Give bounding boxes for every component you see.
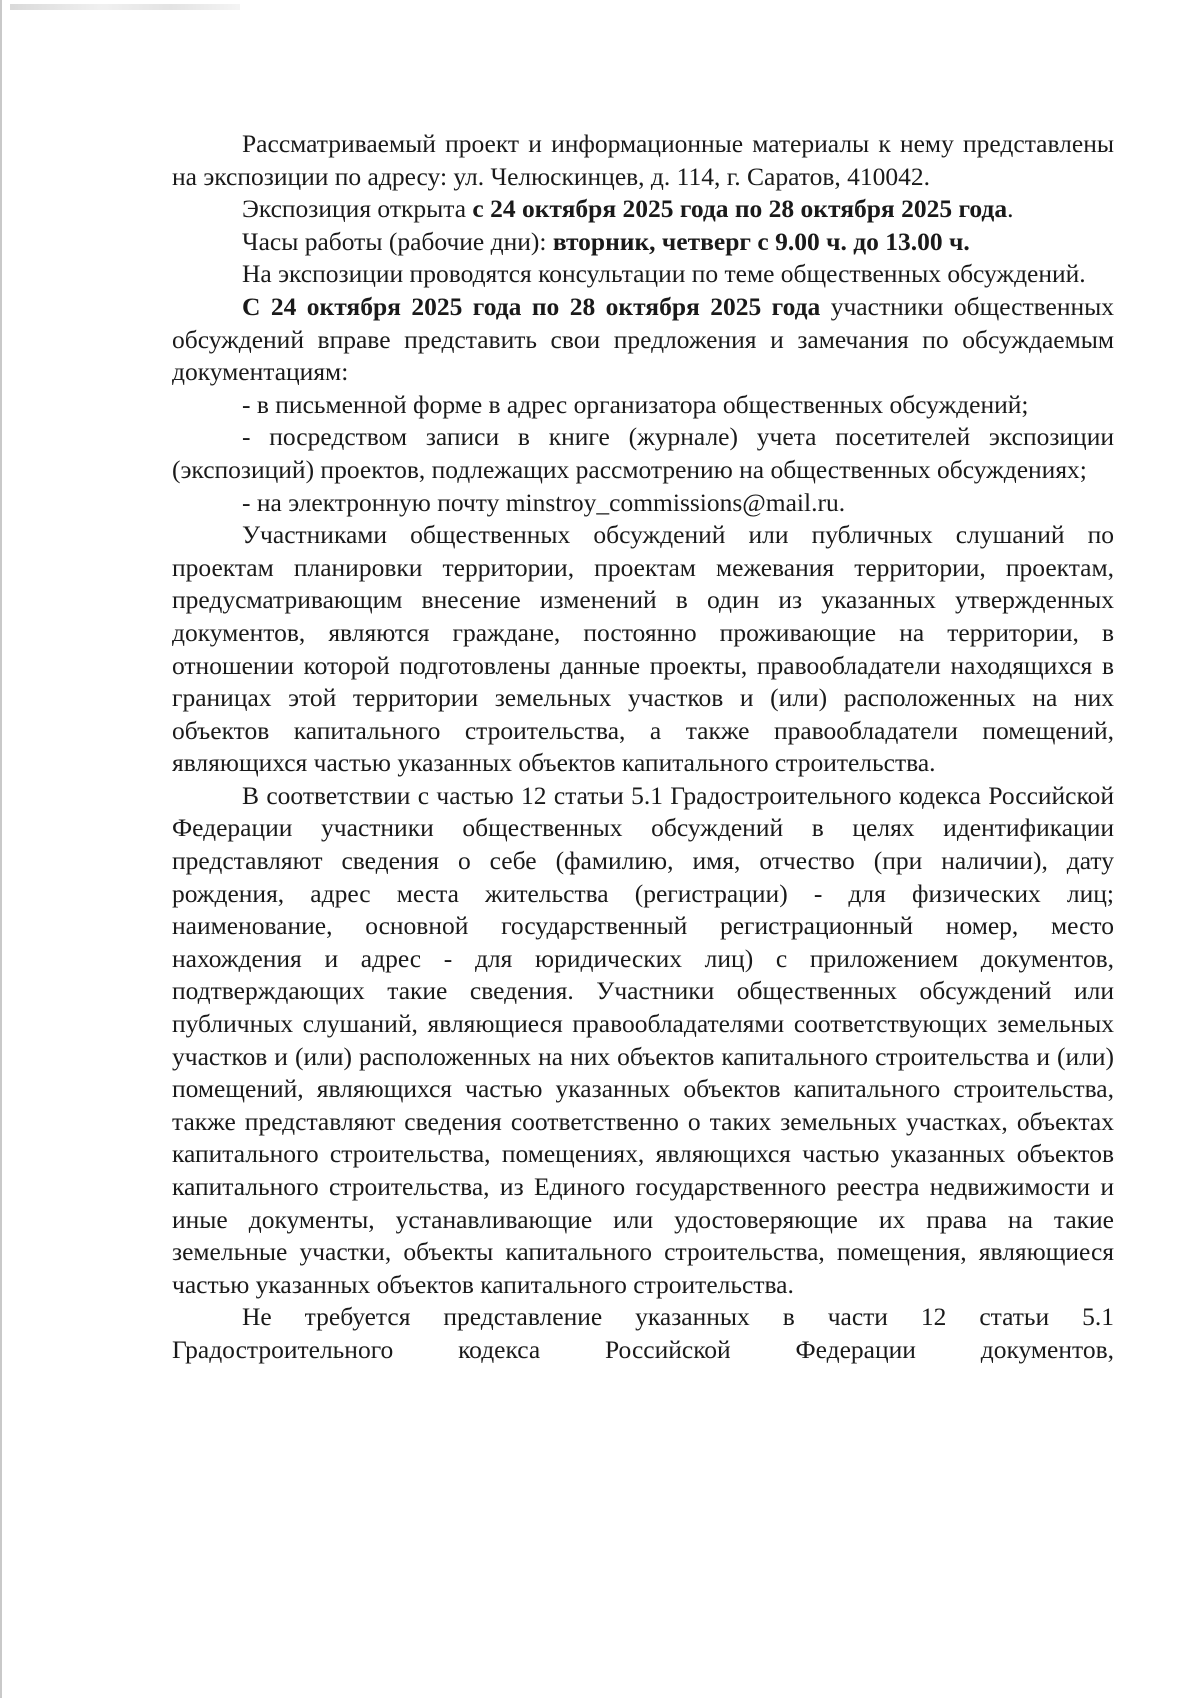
paragraph-exposition-dates: [172, 193, 1114, 226]
paragraph-proposals-period: [172, 291, 1114, 389]
paragraph-exposition-address: Рассматриваемый проект и информационные материалы к нему представлены на экспозиции по адресу: ул. Челюскинцев, д. 114, г. Саратов, 410042.: [172, 129, 1114, 191]
exposition-dates-lead: Экспозиция открыта: [242, 194, 473, 224]
paragraph-working-hours: [172, 226, 1114, 259]
document-body: [172, 128, 1114, 1367]
scan-edge: [0, 0, 2, 1698]
paragraph-identification: В соответствии с частью 12 статьи 5.1 Градостроительного кодекса Российской Федерации участники общественных обсуждений в целях идентификации представляют сведения о себе (фамилию, имя, отчество (при наличии), дату рождения, адрес места жительства (регистрации) - для физических лиц; наименование, основной государственный регистрационный номер, место нахождения и адрес - для юридических лиц) с приложением документов, подтверждающих такие сведения. Участники общественных обсуждений или публичных слушаний, являющиеся правообладателями соответствующих земельных участков и (или) расположенных на них объектов капитального строительства и (или) помещений, являющихся частью указанных объектов капитального строительства, также представляют сведения соответственно о таких земельных участках, объектах капитального строительства, помещениях, являющихся частью указанных объектов капитального строительства, из Единого государственного реестра недвижимости и иные документы, устанавливающие или удостоверяющие их права на такие земельные участки, объекты капитального строительства, помещения, являющиеся частью указанных объектов капитального строительства.: [172, 780, 1114, 1299]
working-hours-lead: Часы работы (рабочие дни):: [242, 226, 553, 256]
working-hours-bold: вторник, четверг с 9.00 ч. до 13.00 ч.: [552, 226, 970, 256]
paragraph-consultations: На экспозиции проводятся консультации по теме общественных обсуждений.: [242, 259, 1086, 289]
paragraph-participants: Участниками общественных обсуждений или публичных слушаний по проектам планировки территории, проектам межевания территории, проектам, предусматривающим внесение изменений в один из указанных утвержденных документов, являются граждане, постоянно проживающие на территории, в отношении которой подготовлены данные проекты, правообладатели находящихся в границах этой территории земельных участков и (или) расположенных на них объектов капитального строительства, а также правообладатели помещений, являющихся частью указанных объектов капитального строительства.: [172, 520, 1114, 778]
paragraph-documents-not-required: Не требуется представление указанных в части 12 статьи 5.1 Градостроительного кодекса Российской Федерации документов,: [172, 1302, 1114, 1364]
list-item-email: - на электронную почту minstroy_commissions@mail.ru.: [242, 487, 846, 517]
exposition-dates-end: .: [1007, 194, 1014, 224]
scan-artifact: [10, 4, 240, 10]
list-item-written-form: - в письменной форме в адрес организатора общественных обсуждений;: [242, 389, 1029, 419]
exposition-dates-bold: с 24 октября 2025 года по 28 октября 2025 года: [472, 194, 1008, 224]
list-item-journal-entry: - посредством записи в книге (журнале) учета посетителей экспозиции (экспозиций) проектов, подлежащих рассмотрению на общественных обсуждениях;: [172, 422, 1114, 484]
proposals-dates-bold: С 24 октября 2025 года по 28 октября 2025 года: [242, 291, 821, 321]
proposals-rest: участники общественных обсуждений вправе представить свои предложения и замечания по обсуждаемым документациям:: [172, 291, 1115, 387]
